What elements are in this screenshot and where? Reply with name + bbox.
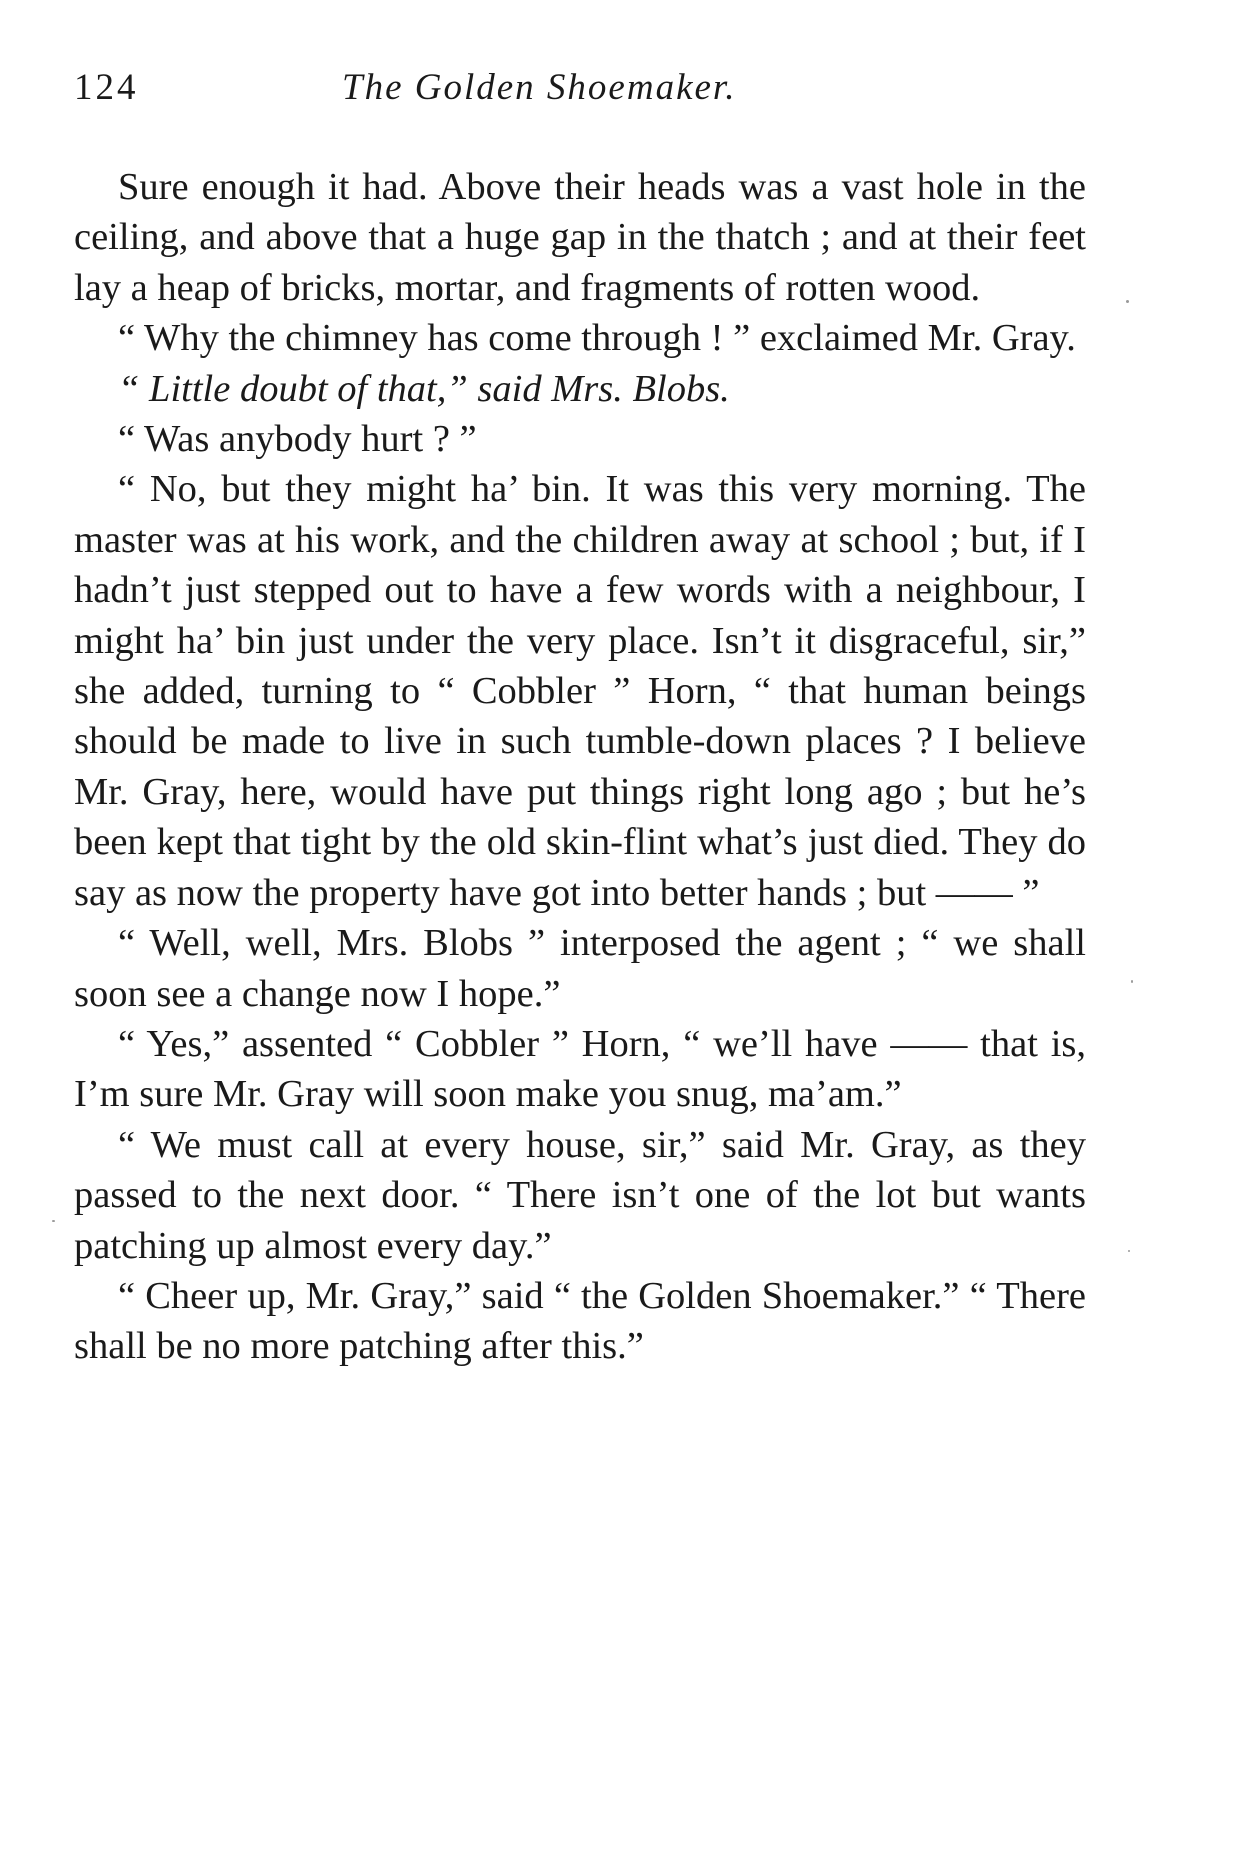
paragraph: “ Well, well, Mrs. Blobs ” interposed the agent ; “ we shall soon see a change now I hope.” xyxy=(74,922,1086,1015)
paper-speck xyxy=(1126,300,1129,303)
paragraph: “ We must call at every house, sir,” said Mr. Gray, as they passed to the next door. “ There isn’t one of the lot but wants patching up almost every day.” xyxy=(74,1123,1086,1267)
paragraph: “ Yes,” assented “ Cobbler ” Horn, “ we’ll have —— that is, I’m sure Mr. Gray will soon make you snug, ma’am.” xyxy=(74,1022,1086,1116)
paper-speck xyxy=(1128,1250,1130,1252)
paragraph: “ Little doubt of that,” said Mrs. Blobs. xyxy=(118,367,730,410)
paragraph: “ No, but they might ha’ bin. It was this very morning. The master was at his work, and the children away at school ; but, if I hadn’t just stepped out to have a few words with a neighbour, I might ha’ bin just under the very place. Isn’t it disgraceful, sir,” she added, turning to “ Cobbler ” Horn, “ that human beings should be made to live in such tumble-down places ? I believe Mr. Gray, here, would have put things right long ago ; but he’s been kept that tight by the old skin-flint what’s just died. They do say as now the property have got into better hands ; but —— ” xyxy=(74,468,1086,914)
paragraph: “ Why the chimney has come through ! ” exclaimed Mr. Gray. xyxy=(118,317,1076,360)
paragraph: Sure enough it had. Above their heads was a vast hole in the ceiling, and above that a huge gap in the thatch ; and at their feet lay a heap of bricks, mortar, and fragments of rotten wood. xyxy=(74,166,1086,309)
page-header xyxy=(74,58,1084,118)
paper-speck xyxy=(52,1220,55,1222)
page-number: 124 xyxy=(74,67,139,108)
paragraph: “ Cheer up, Mr. Gray,” said “ the Golden Shoemaker.” “ There shall be no more patching after this.” xyxy=(74,1274,1086,1368)
running-title: The Golden Shoemaker. xyxy=(342,67,737,108)
paper-speck xyxy=(1131,980,1133,983)
paragraph: “ Was anybody hurt ? ” xyxy=(118,418,477,461)
body-text xyxy=(74,162,1086,1372)
